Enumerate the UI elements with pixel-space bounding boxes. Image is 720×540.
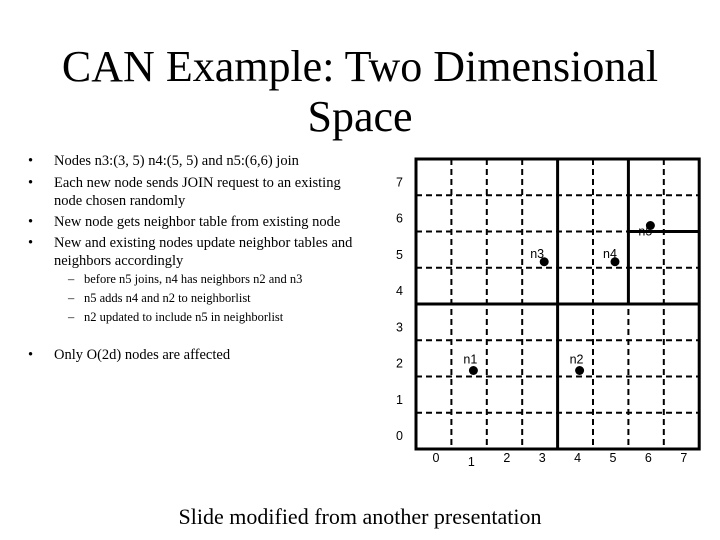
node-point [575,366,584,375]
y-axis-label: 7 [396,175,403,190]
slide-title-line2: Space [307,92,413,141]
subbullet-marker: – [68,272,75,286]
y-axis-label: 6 [396,211,403,226]
bullet-marker: • [28,214,34,230]
y-axis-label: 0 [396,429,403,443]
bullet-text: Nodes n3:(3, 5) n4:(5, 5) and n5:(6,6) join [54,153,299,169]
y-axis-label: 5 [396,247,403,262]
bullet-text: Each new node sends JOIN request to an existing [54,175,341,191]
y-axis-label: 2 [396,356,403,371]
x-axis-label: 7 [680,451,688,465]
subbullet-text: n5 adds n4 and n2 to neighborlist [84,291,251,305]
footer-note: Slide modified from another presentation [178,504,542,529]
node-label: n1 [463,352,478,367]
bullet-marker: • [28,153,34,169]
x-axis-label: 6 [644,451,652,465]
bullet-marker: • [28,175,34,191]
subbullet-marker: – [68,291,75,305]
bullet-text: New and existing nodes update neighbor tables and [54,235,353,251]
slide-title-line1: CAN Example: Two Dimensional [61,42,659,91]
x-axis-label: 0 [432,451,440,465]
bullet-text: New node gets neighbor table from existing node [54,214,341,230]
bullet-marker: • [28,347,34,363]
x-axis-label: 4 [574,451,582,465]
y-axis-label: 3 [396,320,403,335]
node-label: n5 [638,224,653,239]
subbullet-text: n2 updated to include n5 in neighborlist [84,310,284,324]
x-axis-label: 5 [609,451,617,465]
bullet-text: neighbors accordingly [54,253,184,269]
node-label: n3 [530,246,545,261]
subbullet-text: before n5 joins, n4 has neighbors n2 and n3 [84,272,303,286]
bullet-text: node chosen randomly [54,193,186,209]
subbullet-marker: – [68,310,75,324]
node-label: n2 [569,352,584,367]
y-axis-label: 4 [396,284,403,298]
bullet-marker: • [28,235,34,251]
x-axis-label: 3 [538,451,546,465]
x-axis-label: 1 [467,455,475,469]
y-axis-label: 1 [396,392,403,407]
node-point [469,366,478,375]
node-label: n4 [603,246,617,261]
bullet-text: Only O(2d) nodes are affected [54,347,231,363]
x-axis-label: 2 [503,451,511,465]
